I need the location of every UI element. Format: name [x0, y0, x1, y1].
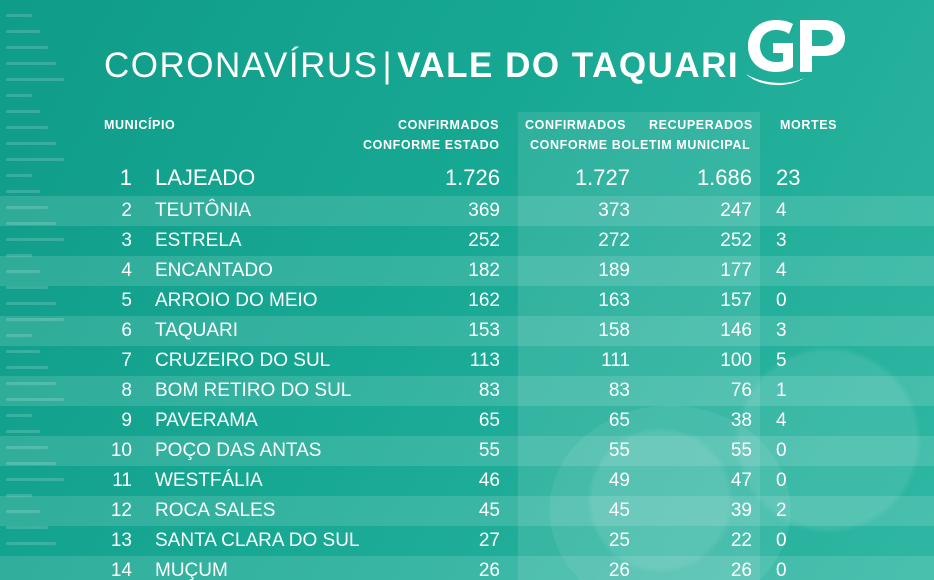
title-separator: |: [382, 46, 394, 85]
cell-mortes: 2: [776, 500, 787, 521]
cell-rank: 14: [110, 560, 132, 580]
cell-rank: 7: [121, 350, 132, 371]
table-row: [0, 160, 934, 196]
cell-recuperados: 247: [720, 200, 752, 221]
table-row: [0, 226, 934, 256]
cell-confirmados-boletim: 25: [608, 530, 630, 551]
cell-confirmados-estado: 46: [478, 470, 500, 491]
cell-confirmados-estado: 65: [478, 410, 500, 431]
cell-confirmados-boletim: 158: [598, 320, 630, 341]
cell-confirmados-estado: 369: [468, 200, 500, 221]
cell-confirmados-estado: 153: [468, 320, 500, 341]
cell-recuperados: 22: [730, 530, 752, 551]
cell-recuperados: 39: [730, 500, 752, 521]
cell-rank: 2: [121, 200, 132, 221]
table-row: [0, 286, 934, 316]
column-header-confirmados-boletim: CONFIRMADOS: [525, 118, 627, 132]
cell-confirmados-boletim: 373: [598, 200, 630, 221]
cell-municipio: TEUTÔNIA: [155, 200, 252, 221]
cell-rank: 8: [121, 380, 132, 401]
cell-recuperados: 157: [720, 290, 752, 311]
table-row: [0, 466, 934, 496]
cell-rank: 1: [119, 165, 132, 190]
table-row: [0, 406, 934, 436]
column-header-mortes: MORTES: [780, 118, 838, 132]
cell-mortes: 4: [776, 200, 787, 221]
cell-recuperados: 177: [720, 260, 752, 281]
cell-confirmados-boletim: 45: [608, 500, 630, 521]
cell-confirmados-boletim: 1.727: [574, 165, 630, 190]
cell-confirmados-estado: 27: [478, 530, 500, 551]
table-row: [0, 256, 934, 286]
table-header: [0, 112, 934, 154]
table-row: [0, 436, 934, 466]
cell-confirmados-estado: 182: [468, 260, 500, 281]
cell-confirmados-boletim: 55: [608, 440, 630, 461]
cell-mortes: 5: [776, 350, 787, 371]
title-bold: VALE DO TAQUARI: [397, 46, 740, 85]
cell-recuperados: 55: [730, 440, 752, 461]
gp-logo: [742, 16, 852, 88]
cell-mortes: 4: [776, 260, 787, 281]
cell-recuperados: 38: [730, 410, 752, 431]
cell-mortes: 0: [776, 440, 787, 461]
table-row: [0, 496, 934, 526]
cell-confirmados-boletim: 272: [598, 230, 630, 251]
table-row: [0, 556, 934, 580]
table-body: [0, 160, 934, 580]
table-row: [0, 346, 934, 376]
cell-recuperados: 252: [720, 230, 752, 251]
cell-confirmados-boletim: 26: [608, 560, 630, 580]
cell-confirmados-estado: 45: [478, 500, 500, 521]
cell-mortes: 4: [776, 410, 787, 431]
cell-recuperados: 26: [730, 560, 752, 580]
cell-confirmados-boletim: 49: [608, 470, 630, 491]
cell-mortes: 0: [776, 470, 787, 491]
cell-mortes: 0: [776, 560, 787, 580]
cell-municipio: SANTA CLARA DO SUL: [155, 530, 360, 551]
cell-confirmados-estado: 252: [468, 230, 500, 251]
cell-rank: 9: [121, 410, 132, 431]
page-title: [104, 46, 739, 86]
cell-confirmados-boletim: 83: [608, 380, 630, 401]
cell-confirmados-boletim: 65: [608, 410, 630, 431]
title-normal: CORONAVÍRUS: [104, 46, 379, 85]
table-row: [0, 316, 934, 346]
cell-mortes: 1: [776, 380, 787, 401]
cell-municipio: PAVERAMA: [155, 410, 258, 431]
cell-municipio: WESTFÁLIA: [155, 470, 263, 491]
cell-rank: 4: [121, 260, 132, 281]
cell-municipio: BOM RETIRO DO SUL: [155, 380, 352, 401]
cell-recuperados: 47: [730, 470, 752, 491]
cell-recuperados: 76: [730, 380, 752, 401]
cell-recuperados: 1.686: [696, 165, 752, 190]
cell-confirmados-estado: 26: [478, 560, 500, 580]
cell-confirmados-estado: 83: [478, 380, 500, 401]
cell-mortes: 0: [776, 530, 787, 551]
cell-recuperados: 146: [720, 320, 752, 341]
cell-rank: 13: [110, 530, 132, 551]
column-header-confirmados-estado-line2: CONFORME ESTADO: [363, 138, 500, 152]
cell-rank: 6: [121, 320, 132, 341]
column-header-recuperados: RECUPERADOS: [649, 118, 753, 132]
cell-rank: 10: [110, 440, 132, 461]
cell-confirmados-boletim: 111: [601, 350, 630, 371]
cell-municipio: ROCA SALES: [155, 500, 276, 521]
cell-municipio: LAJEADO: [155, 165, 256, 190]
cell-municipio: CRUZEIRO DO SUL: [155, 350, 331, 371]
cell-municipio: ARROIO DO MEIO: [155, 290, 318, 311]
column-header-confirmados-estado-line1: CONFIRMADOS: [398, 118, 500, 132]
cell-rank: 5: [121, 290, 132, 311]
cell-confirmados-estado: 55: [478, 440, 500, 461]
table-row: [0, 526, 934, 556]
column-header-municipio: MUNICÍPIO: [104, 118, 176, 132]
cell-confirmados-estado: 162: [468, 290, 500, 311]
cell-recuperados: 100: [720, 350, 752, 371]
cell-rank: 12: [110, 500, 132, 521]
cell-municipio: MUÇUM: [155, 560, 228, 580]
cell-municipio: ESTRELA: [155, 230, 242, 251]
table-row: [0, 376, 934, 406]
cell-mortes: 3: [776, 320, 787, 341]
table-row: [0, 196, 934, 226]
cell-confirmados-boletim: 163: [598, 290, 630, 311]
cell-mortes: 23: [776, 165, 801, 190]
cell-municipio: ENCANTADO: [155, 260, 273, 281]
cell-mortes: 0: [776, 290, 787, 311]
cell-mortes: 3: [776, 230, 787, 251]
cell-confirmados-estado: 1.726: [444, 165, 500, 190]
cell-rank: 11: [112, 470, 132, 491]
column-header-boletim-municipal: CONFORME BOLETIM MUNICIPAL: [530, 138, 751, 152]
cell-municipio: POÇO DAS ANTAS: [155, 440, 322, 461]
cell-confirmados-estado: 113: [469, 350, 500, 371]
cell-confirmados-boletim: 189: [598, 260, 630, 281]
cell-rank: 3: [121, 230, 132, 251]
cell-municipio: TAQUARI: [155, 320, 239, 341]
